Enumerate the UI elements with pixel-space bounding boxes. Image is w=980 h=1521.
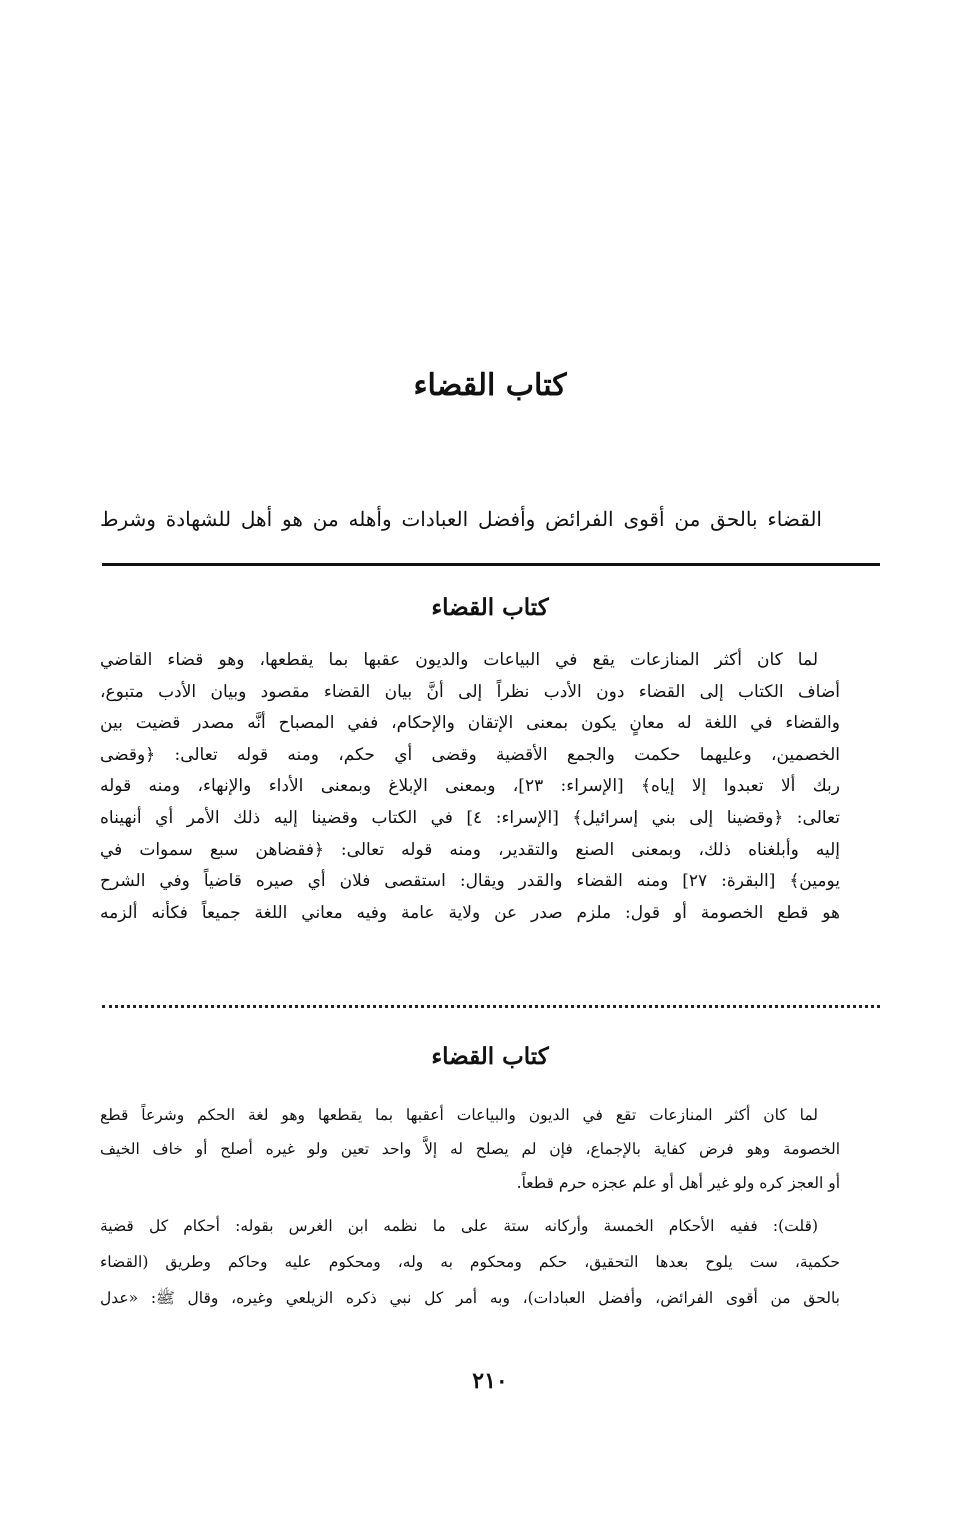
- commentary2-note: [100, 1208, 840, 1316]
- commentary2-body: [100, 1098, 840, 1200]
- book-title: كتاب القضاء: [413, 368, 567, 403]
- commentary2-line: لما كان أكثر المنازعات تقع في الديون والبياعات أعقبها بما يقطعها وهو لغة الحكم وشرعاً قطع: [100, 1106, 818, 1124]
- commentary1-line: يومين﴾ [البقرة: ٢٧] ومنه القضاء والقدر ويقال: استقصى فلان أي صيره قاضياً وفي الشرح: [100, 871, 840, 892]
- matn-text: القضاء بالحق من أقوى الفرائض وأفضل العبادات وأهله من هو أهل للشهادة وشرط: [100, 507, 822, 531]
- commentary1-line: والقضاء في اللغة له معانٍ يكون بمعنى الإتقان والإحكام، ففي المصباح أنَّه مصدر قضيت بين: [100, 713, 840, 734]
- commentary1-line: الخصمين، وعليهما حكمت والجمع الأقضية وقضى أي حكم، ومنه قوله تعالى: ﴿وقضى: [100, 744, 840, 765]
- page-number: ٢١٠: [472, 1368, 508, 1394]
- dotted-separator: [102, 1005, 880, 1008]
- commentary2-note-line: (قلت): ففيه الأحكام الخمسة وأركانه ستة على ما نظمه ابن الغرس بقوله: أحكام كل قضية: [100, 1217, 818, 1235]
- commentary1-line: ربك ألا تعبدوا إلا إياه﴾ [الإسراء: ٢٣]، وبمعنى الإبلاغ وبمعنى الأداء والإنهاء، ومنه قوله: [100, 776, 840, 797]
- commentary1-body: [100, 645, 840, 929]
- commentary2-note-line: بالحق من أقوى الفرائض، وأفضل العبادات)، وبه أمر كل نبي ذكره الزيلعي وغيره، وقال ﷺ: «عدل: [100, 1289, 840, 1307]
- commentary1-line: أضاف الكتاب إلى القضاء دون الأدب نظراً إلى أنَّ بيان القضاء مقصود وبيان الأدب متبوع،: [100, 681, 840, 702]
- commentary2-line: الخصومة وهو فرض كفاية بالإجماع، فإن لم يصلح له إلاَّ واحد تعين ولو غيره أصلح أو خاف الخيف: [100, 1140, 840, 1158]
- commentary1-title: كتاب القضاء: [431, 594, 549, 621]
- commentary1-line: تعالى: ﴿وقضينا إلى بني إسرائيل﴾ [الإسراء: ٤] في الكتاب وقضينا إليه ذلك الأمر أي أنهيناه: [100, 807, 840, 828]
- commentary2-note-line: حكمية، ست يلوح بعدها التحقيق، حكم ومحكوم به وله، ومحكوم عليه وحاكم وطريق (القضاء: [100, 1253, 840, 1271]
- commentary1-line: لما كان أكثر المنازعات يقع في البياعات والديون عقبها بما يقطعها، وهو قضاء القاضي: [100, 650, 818, 670]
- commentary1-line: هو قطع الخصومة أو قول: ملزم صدر عن ولاية عامة وفيه معاني اللغة جميعاً فكأنه ألزمه: [100, 902, 840, 923]
- commentary1-line: إليه وأبلغناه ذلك، وبمعنى الصنع والتقدير، ومنه قوله تعالى: ﴿فقضاهن سبع سموات في: [100, 839, 840, 860]
- commentary2-line: أو العجز كره ولو غير أهل أو علم عجزه حرم قطعاً.: [516, 1174, 840, 1192]
- commentary2-title: كتاب القضاء: [431, 1043, 549, 1070]
- separator-rule: [102, 563, 880, 566]
